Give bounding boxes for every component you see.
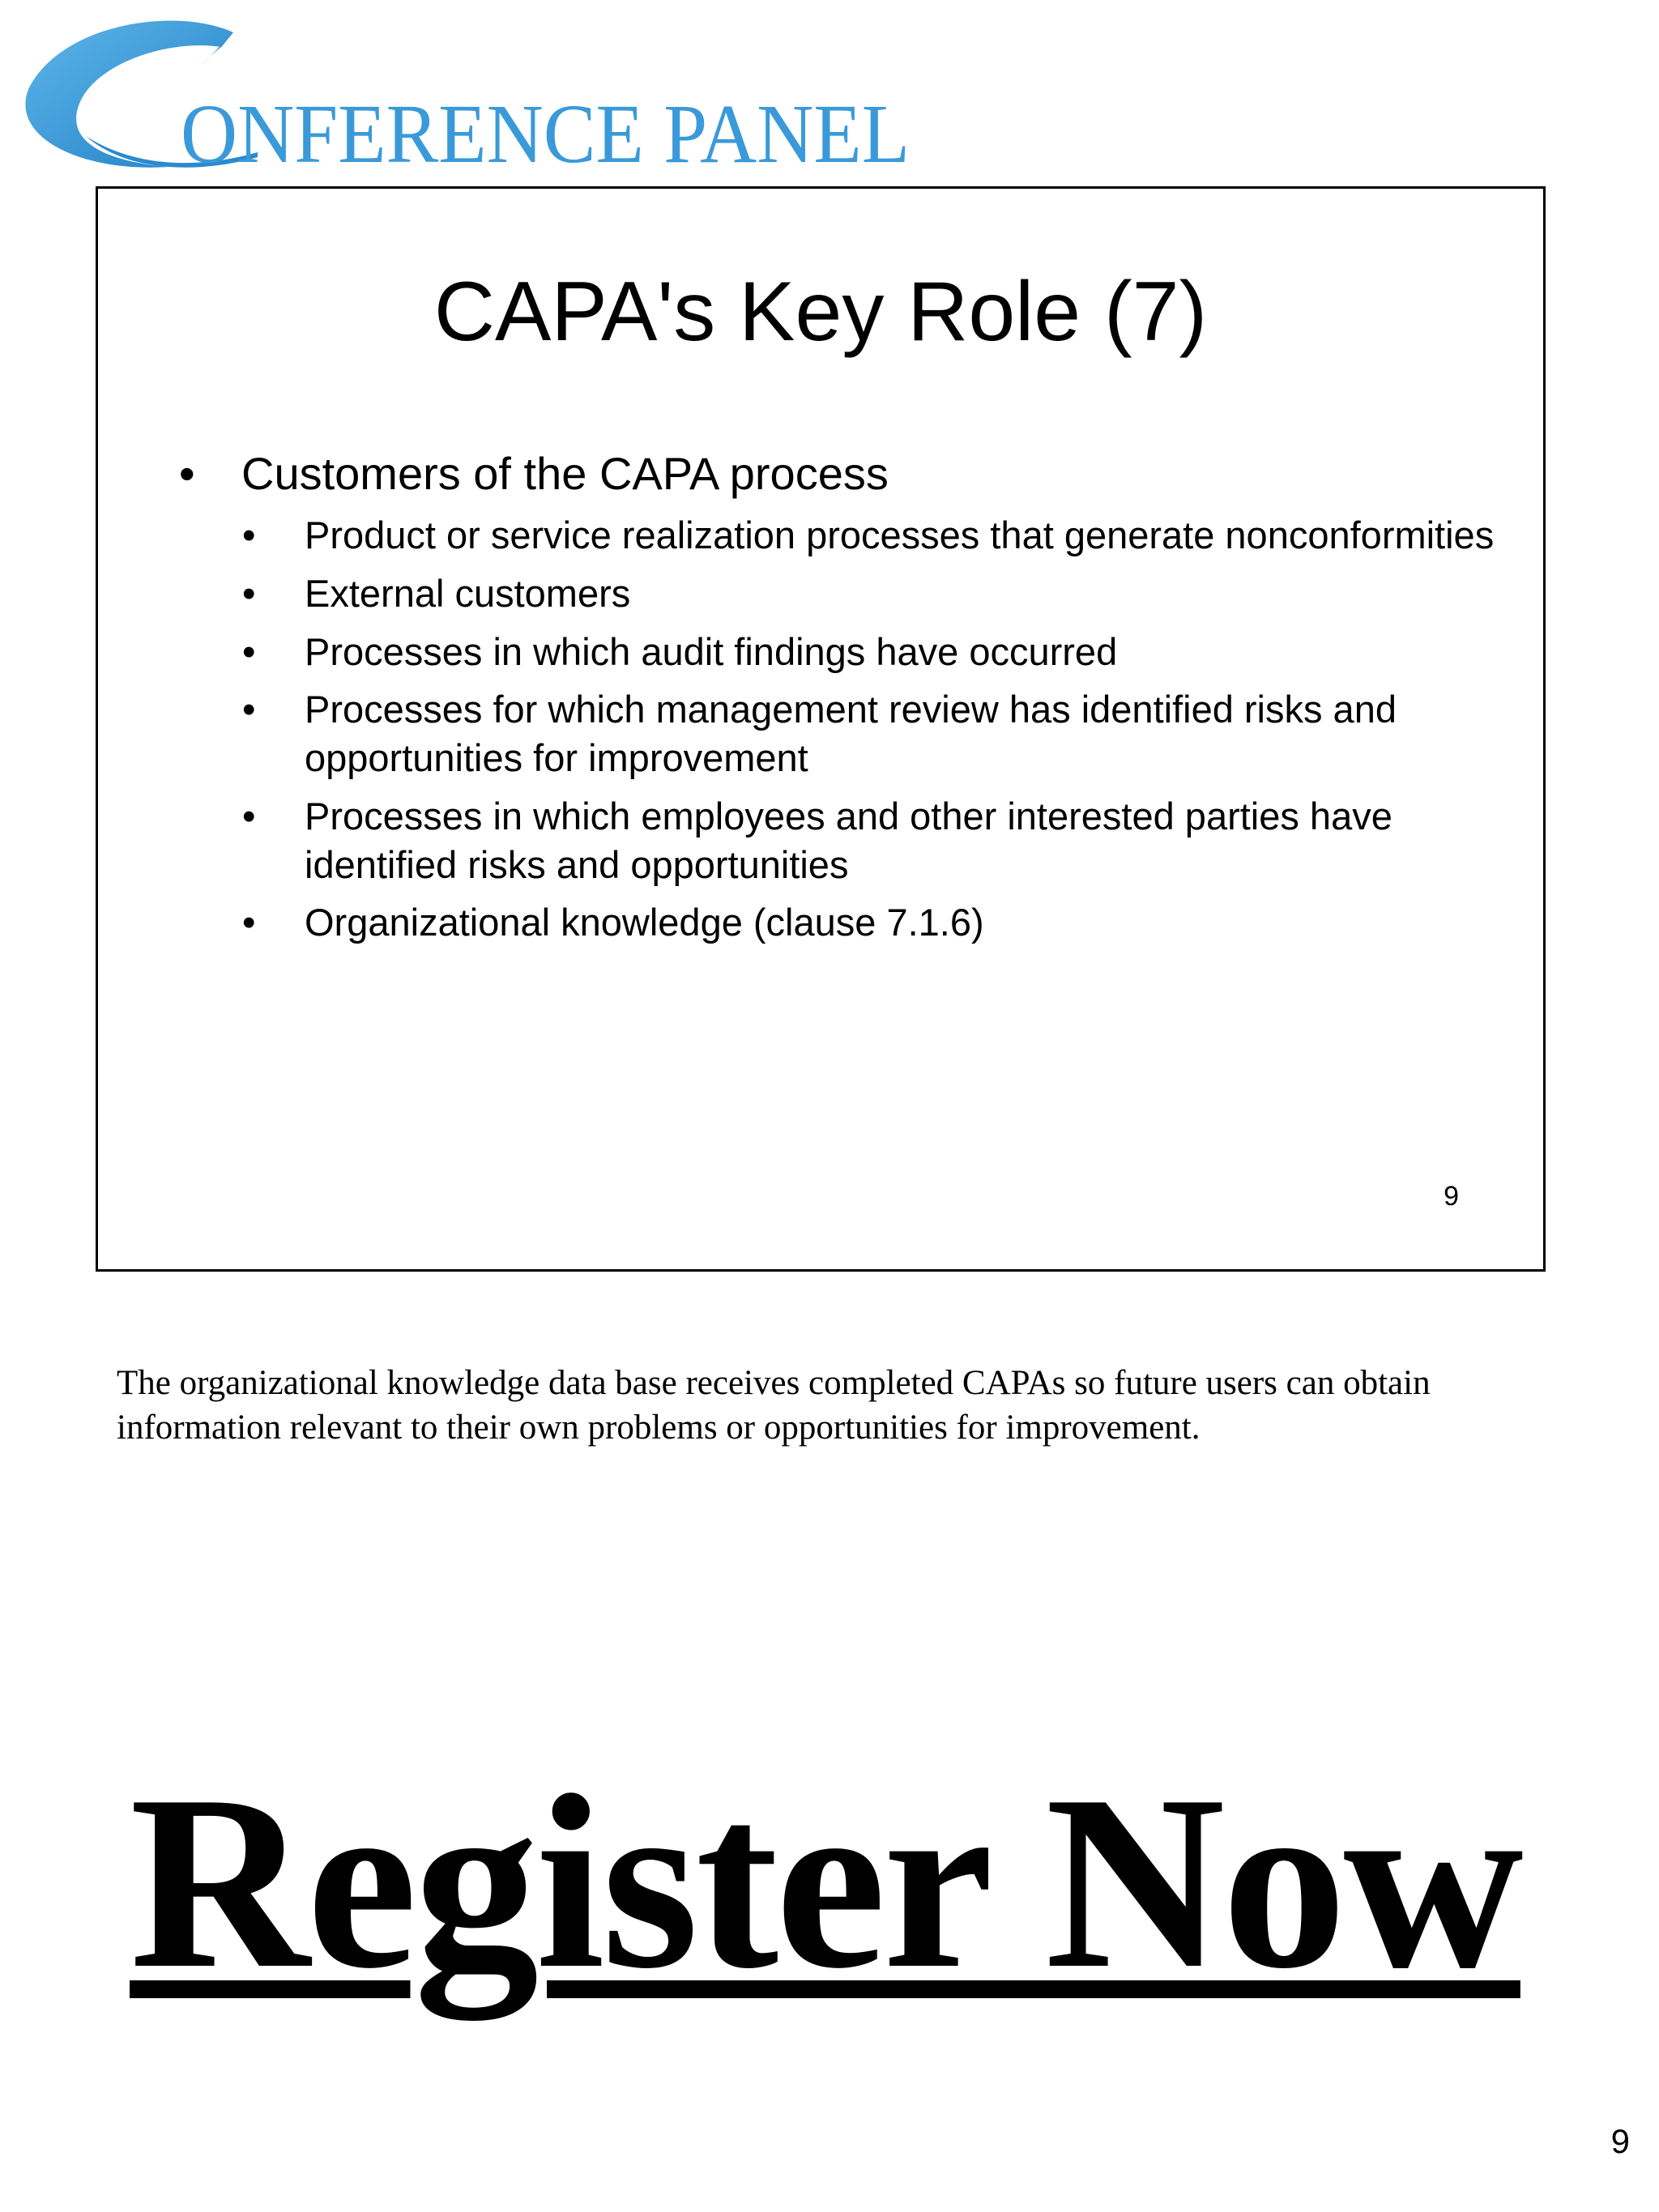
bullet-text: Customers of the CAPA process: [241, 448, 889, 499]
sub-bullet-container: [179, 511, 1495, 947]
sub-bullet-item: • External customers: [242, 569, 1495, 618]
swoosh-c-logo-icon: [15, 15, 914, 177]
sub-bullet-item: • Processes in which audit findings have occurred: [242, 628, 1495, 676]
sub-bullet-item: • Product or service realization processes that generate nonconformities: [242, 511, 1495, 560]
logo-text: ONFERENCE PANEL: [181, 87, 910, 177]
slide-title: CAPA's Key Role (7): [433, 265, 1208, 359]
register-now-link[interactable]: Register Now: [130, 1744, 1520, 2020]
page-number: 9: [1610, 2122, 1630, 2160]
sub-bullet-item: • Processes for which management review has identified risks and opportunities for improvement: [242, 685, 1495, 782]
slide-number: 9: [1444, 1181, 1459, 1212]
bullet-item: [179, 448, 1495, 500]
bullet-list: [179, 448, 1495, 957]
conference-panel-logo: [15, 15, 914, 177]
slide-frame: [96, 186, 1546, 1272]
speaker-notes: The organizational knowledge data base receives completed CAPAs so future users can obtain information relevant to their own problems or opportunities for improvement.: [117, 1364, 1431, 1447]
sub-bullet-list: [179, 511, 1495, 947]
sub-bullet-item: • Processes in which employees and other interested parties have identified risks and opportunities: [242, 792, 1495, 889]
sub-bullet-item: • Organizational knowledge (clause 7.1.6): [242, 898, 1495, 947]
